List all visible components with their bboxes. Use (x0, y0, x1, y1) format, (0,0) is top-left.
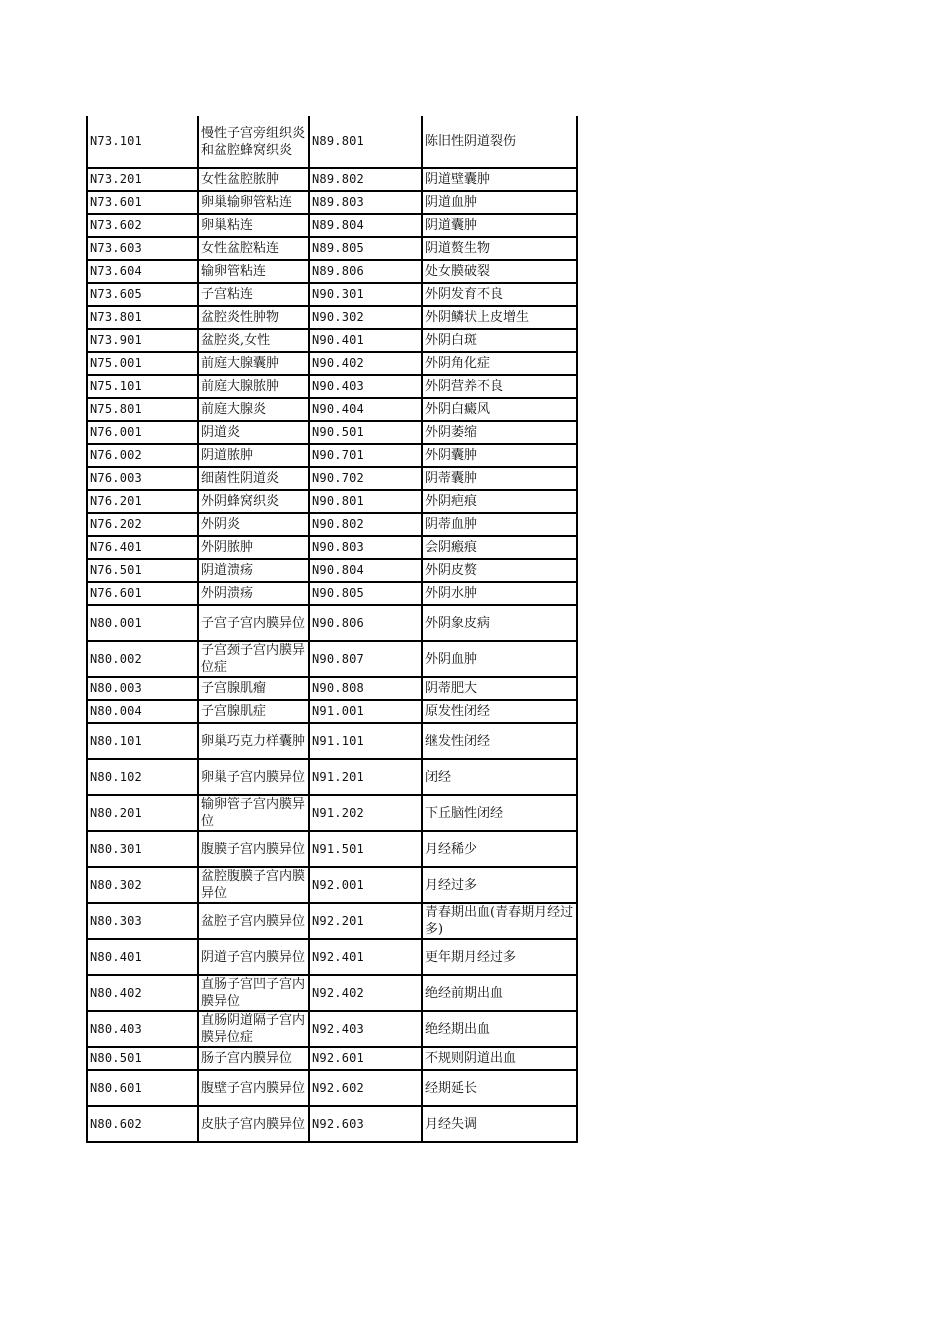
name-cell-left: 直肠子宫凹子宫内膜异位 (198, 975, 309, 1011)
table-row (87, 1070, 577, 1106)
code-cell-right: N90.804 (309, 559, 422, 582)
code-cell-left: N80.003 (87, 677, 198, 700)
name-cell-right: 外阴营养不良 (422, 375, 577, 398)
name-cell-right: 会阴瘢痕 (422, 536, 577, 559)
name-cell-right: 更年期月经过多 (422, 939, 577, 975)
name-cell-right: 阴道囊肿 (422, 214, 577, 237)
name-cell-left: 女性盆腔粘连 (198, 237, 309, 260)
code-cell-right: N90.805 (309, 582, 422, 605)
code-cell-right: N92.401 (309, 939, 422, 975)
code-cell-right: N92.601 (309, 1047, 422, 1070)
name-cell-left: 盆腔炎,女性 (198, 329, 309, 352)
code-cell-left: N76.201 (87, 490, 198, 513)
table-body (87, 116, 577, 1142)
table-row (87, 795, 577, 831)
name-cell-right: 继发性闭经 (422, 723, 577, 759)
code-cell-right: N91.001 (309, 700, 422, 723)
code-cell-left: N73.605 (87, 283, 198, 306)
name-cell-left: 外阴炎 (198, 513, 309, 536)
code-cell-right: N90.404 (309, 398, 422, 421)
name-cell-right: 青春期出血(青春期月经过多) (422, 903, 577, 939)
name-cell-left: 慢性子宫旁组织炎和盆腔蜂窝织炎 (198, 116, 309, 168)
code-cell-left: N80.301 (87, 831, 198, 867)
table-row (87, 1011, 577, 1047)
name-cell-left: 输卵管子宫内膜异位 (198, 795, 309, 831)
table-row (87, 700, 577, 723)
table-row (87, 605, 577, 641)
name-cell-left: 腹膜子宫内膜异位 (198, 831, 309, 867)
name-cell-left: 子宫颈子宫内膜异位症 (198, 641, 309, 677)
code-cell-left: N76.501 (87, 559, 198, 582)
name-cell-left: 阴道溃疡 (198, 559, 309, 582)
code-cell-left: N76.401 (87, 536, 198, 559)
code-cell-right: N92.201 (309, 903, 422, 939)
name-cell-right: 经期延长 (422, 1070, 577, 1106)
code-cell-left: N76.601 (87, 582, 198, 605)
name-cell-left: 阴道脓肿 (198, 444, 309, 467)
name-cell-left: 直肠阴道隔子宫内膜异位症 (198, 1011, 309, 1047)
name-cell-right: 绝经期出血 (422, 1011, 577, 1047)
name-cell-left: 前庭大腺脓肿 (198, 375, 309, 398)
name-cell-right: 月经过多 (422, 867, 577, 903)
name-cell-left: 皮肤子宫内膜异位 (198, 1106, 309, 1142)
table-row (87, 903, 577, 939)
code-cell-left: N76.202 (87, 513, 198, 536)
name-cell-right: 阴道赘生物 (422, 237, 577, 260)
code-cell-left: N80.402 (87, 975, 198, 1011)
code-cell-right: N90.702 (309, 467, 422, 490)
name-cell-right: 不规则阴道出血 (422, 1047, 577, 1070)
code-cell-left: N73.801 (87, 306, 198, 329)
code-cell-right: N90.701 (309, 444, 422, 467)
name-cell-left: 外阴脓肿 (198, 536, 309, 559)
name-cell-left: 子宫子宫内膜异位 (198, 605, 309, 641)
code-cell-right: N92.403 (309, 1011, 422, 1047)
code-cell-left: N73.603 (87, 237, 198, 260)
name-cell-right: 外阴鳞状上皮增生 (422, 306, 577, 329)
code-cell-left: N73.601 (87, 191, 198, 214)
code-cell-right: N90.801 (309, 490, 422, 513)
code-cell-left: N75.801 (87, 398, 198, 421)
name-cell-left: 卵巢输卵管粘连 (198, 191, 309, 214)
code-cell-left: N73.901 (87, 329, 198, 352)
table-row (87, 467, 577, 490)
name-cell-right: 陈旧性阴道裂伤 (422, 116, 577, 168)
table-row (87, 116, 577, 168)
name-cell-left: 子宫腺肌症 (198, 700, 309, 723)
code-cell-right: N89.803 (309, 191, 422, 214)
name-cell-right: 外阴皮赘 (422, 559, 577, 582)
name-cell-right: 外阴发育不良 (422, 283, 577, 306)
code-cell-right: N92.402 (309, 975, 422, 1011)
code-cell-left: N73.604 (87, 260, 198, 283)
table-row (87, 831, 577, 867)
table-row (87, 513, 577, 536)
name-cell-right: 阴蒂囊肿 (422, 467, 577, 490)
name-cell-left: 卵巢巧克力样囊肿 (198, 723, 309, 759)
code-cell-right: N90.403 (309, 375, 422, 398)
name-cell-right: 处女膜破裂 (422, 260, 577, 283)
table-row (87, 214, 577, 237)
name-cell-left: 肠子宫内膜异位 (198, 1047, 309, 1070)
code-cell-right: N89.805 (309, 237, 422, 260)
code-cell-right: N90.807 (309, 641, 422, 677)
code-cell-left: N76.002 (87, 444, 198, 467)
table-row (87, 582, 577, 605)
name-cell-right: 原发性闭经 (422, 700, 577, 723)
name-cell-left: 女性盆腔脓肿 (198, 168, 309, 191)
name-cell-left: 阴道子宫内膜异位 (198, 939, 309, 975)
table-row (87, 559, 577, 582)
name-cell-right: 阴道壁囊肿 (422, 168, 577, 191)
code-cell-right: N92.602 (309, 1070, 422, 1106)
table-row (87, 168, 577, 191)
name-cell-left: 盆腔炎性肿物 (198, 306, 309, 329)
table-row (87, 260, 577, 283)
table-row (87, 306, 577, 329)
code-cell-right: N90.803 (309, 536, 422, 559)
name-cell-left: 盆腔腹膜子宫内膜异位 (198, 867, 309, 903)
code-cell-left: N80.302 (87, 867, 198, 903)
code-cell-left: N80.102 (87, 759, 198, 795)
code-cell-left: N73.101 (87, 116, 198, 168)
table-row (87, 1047, 577, 1070)
table-row (87, 191, 577, 214)
table-row (87, 329, 577, 352)
name-cell-right: 下丘脑性闭经 (422, 795, 577, 831)
code-cell-left: N80.401 (87, 939, 198, 975)
name-cell-right: 绝经前期出血 (422, 975, 577, 1011)
name-cell-right: 外阴水肿 (422, 582, 577, 605)
name-cell-right: 阴蒂血肿 (422, 513, 577, 536)
table-row (87, 444, 577, 467)
name-cell-right: 外阴血肿 (422, 641, 577, 677)
code-cell-right: N92.001 (309, 867, 422, 903)
code-cell-right: N90.302 (309, 306, 422, 329)
table-row (87, 641, 577, 677)
code-cell-right: N90.401 (309, 329, 422, 352)
name-cell-right: 阴道血肿 (422, 191, 577, 214)
name-cell-left: 卵巢粘连 (198, 214, 309, 237)
name-cell-right: 外阴白癜风 (422, 398, 577, 421)
code-cell-right: N90.802 (309, 513, 422, 536)
name-cell-right: 外阴疤痕 (422, 490, 577, 513)
code-cell-right: N91.202 (309, 795, 422, 831)
name-cell-left: 输卵管粘连 (198, 260, 309, 283)
table-row (87, 975, 577, 1011)
name-cell-left: 前庭大腺炎 (198, 398, 309, 421)
code-cell-right: N91.501 (309, 831, 422, 867)
table-row (87, 1106, 577, 1142)
code-cell-left: N73.602 (87, 214, 198, 237)
code-cell-right: N89.806 (309, 260, 422, 283)
code-cell-left: N80.001 (87, 605, 198, 641)
name-cell-right: 外阴囊肿 (422, 444, 577, 467)
name-cell-left: 阴道炎 (198, 421, 309, 444)
code-cell-left: N75.101 (87, 375, 198, 398)
code-cell-right: N90.301 (309, 283, 422, 306)
code-cell-left: N76.001 (87, 421, 198, 444)
name-cell-left: 盆腔子宫内膜异位 (198, 903, 309, 939)
code-cell-left: N80.002 (87, 641, 198, 677)
name-cell-left: 子宫粘连 (198, 283, 309, 306)
code-cell-left: N80.004 (87, 700, 198, 723)
table-row (87, 283, 577, 306)
code-cell-left: N75.001 (87, 352, 198, 375)
name-cell-left: 卵巢子宫内膜异位 (198, 759, 309, 795)
code-cell-left: N80.403 (87, 1011, 198, 1047)
name-cell-right: 外阴角化症 (422, 352, 577, 375)
code-cell-right: N90.806 (309, 605, 422, 641)
name-cell-right: 外阴萎缩 (422, 421, 577, 444)
code-cell-left: N80.501 (87, 1047, 198, 1070)
table-row (87, 867, 577, 903)
code-cell-right: N90.402 (309, 352, 422, 375)
name-cell-right: 外阴白斑 (422, 329, 577, 352)
diagnosis-code-table (86, 116, 578, 1143)
code-cell-left: N80.602 (87, 1106, 198, 1142)
table-row (87, 375, 577, 398)
table-row (87, 398, 577, 421)
table-row (87, 352, 577, 375)
name-cell-right: 月经失调 (422, 1106, 577, 1142)
table-row (87, 677, 577, 700)
table-row (87, 723, 577, 759)
code-cell-right: N91.201 (309, 759, 422, 795)
code-cell-left: N80.101 (87, 723, 198, 759)
code-cell-left: N80.601 (87, 1070, 198, 1106)
code-cell-right: N89.801 (309, 116, 422, 168)
table-row (87, 536, 577, 559)
code-cell-right: N90.808 (309, 677, 422, 700)
code-cell-right: N92.603 (309, 1106, 422, 1142)
code-cell-right: N90.501 (309, 421, 422, 444)
code-cell-left: N76.003 (87, 467, 198, 490)
name-cell-right: 月经稀少 (422, 831, 577, 867)
name-cell-right: 外阴象皮病 (422, 605, 577, 641)
table-row (87, 421, 577, 444)
name-cell-left: 前庭大腺囊肿 (198, 352, 309, 375)
name-cell-left: 外阴蜂窝织炎 (198, 490, 309, 513)
name-cell-left: 细菌性阴道炎 (198, 467, 309, 490)
table-row (87, 939, 577, 975)
name-cell-right: 闭经 (422, 759, 577, 795)
table-row (87, 237, 577, 260)
code-cell-right: N91.101 (309, 723, 422, 759)
table-row (87, 759, 577, 795)
code-cell-left: N80.201 (87, 795, 198, 831)
name-cell-left: 子宫腺肌瘤 (198, 677, 309, 700)
code-cell-right: N89.802 (309, 168, 422, 191)
code-cell-left: N80.303 (87, 903, 198, 939)
table-row (87, 490, 577, 513)
code-cell-right: N89.804 (309, 214, 422, 237)
name-cell-right: 阴蒂肥大 (422, 677, 577, 700)
name-cell-left: 腹壁子宫内膜异位 (198, 1070, 309, 1106)
name-cell-left: 外阴溃疡 (198, 582, 309, 605)
code-cell-left: N73.201 (87, 168, 198, 191)
